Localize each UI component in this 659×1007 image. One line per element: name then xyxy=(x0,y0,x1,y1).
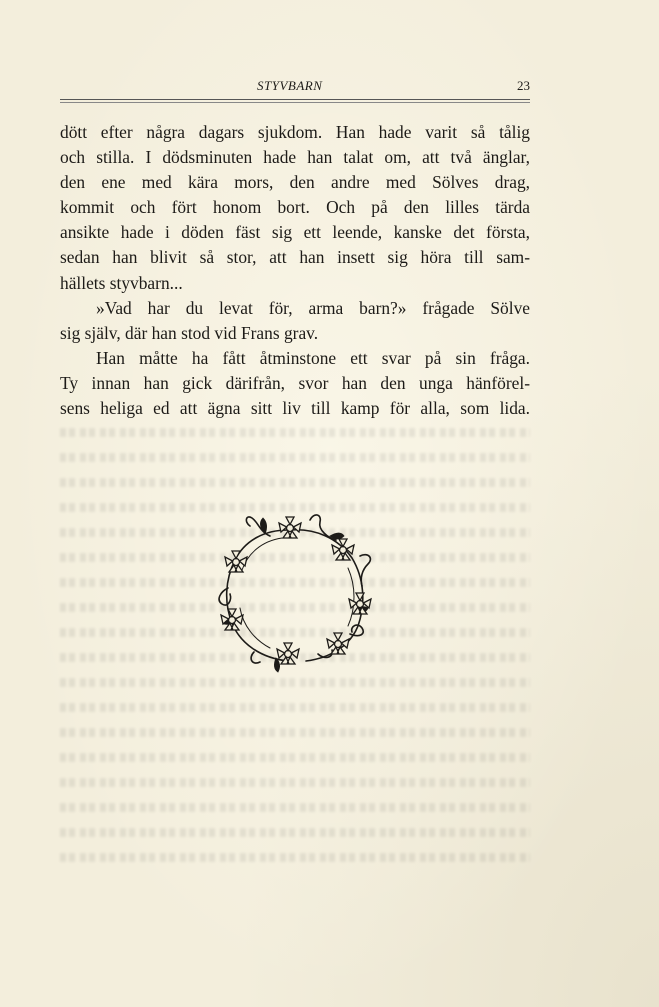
text-line: »Vad har du levat för, arma barn?» frågade Sölve xyxy=(96,297,530,318)
text-line: sens heliga ed att ägna sitt liv till kamp för alla, som lida. xyxy=(60,398,530,419)
text-line: den ene med kära mors, den andre med Sölves drag, xyxy=(60,172,530,193)
text-line: Han måtte ha fått åtminstone ett svar på sin fråga. xyxy=(96,347,530,368)
text-line: hällets styvbarn... xyxy=(60,272,183,293)
text-line: sig själv, där han stod vid Frans grav. xyxy=(60,322,319,343)
page-number: 23 xyxy=(517,78,530,93)
text-line: dött efter några dagars sjukdom. Han hade varit så tålig xyxy=(60,122,530,142)
text-line: och stilla. I dödsminuten hade han talat om, att två änglar, xyxy=(60,147,530,168)
text-line: kommit och fört honom bort. Och på den lilles tärda xyxy=(60,197,530,218)
text-line: sedan han blivit så stor, att han insett sig höra till sam- xyxy=(60,247,530,268)
running-title: STYVBARN xyxy=(257,78,323,93)
floral-wreath-icon xyxy=(210,508,380,673)
body-text xyxy=(60,120,530,421)
header-rule xyxy=(60,99,530,103)
running-head xyxy=(60,78,530,96)
text-line: Ty innan han gick därifrån, svor han den unga hänförel- xyxy=(60,372,530,393)
text-line: ansikte hade i döden fäst sig ett leende, kanske det första, xyxy=(60,222,530,243)
